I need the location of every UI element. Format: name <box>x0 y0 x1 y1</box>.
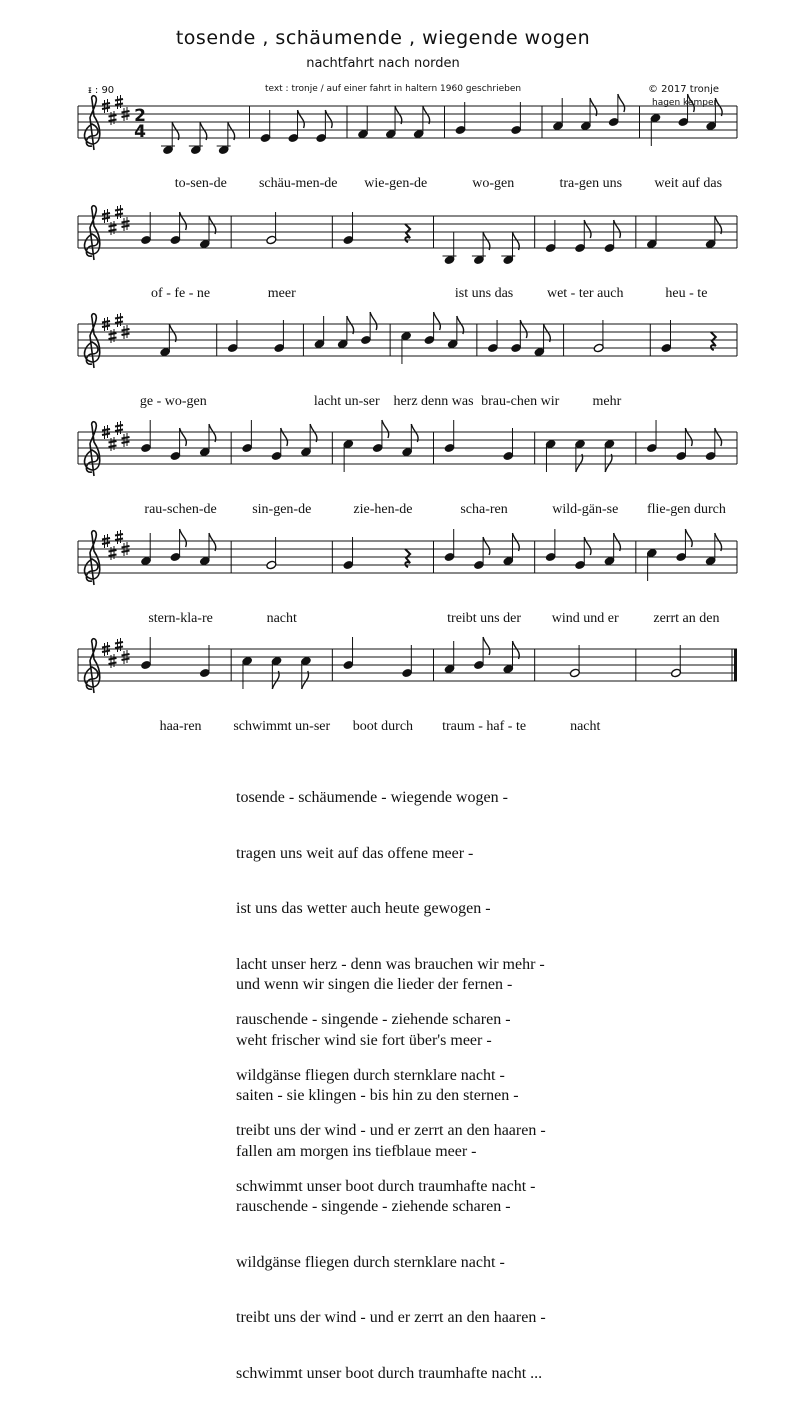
eighth-flag <box>310 424 317 442</box>
sharp-sign <box>115 530 123 544</box>
sharp-stroke <box>122 551 130 553</box>
verse-line: wildgänse fliegen durch sternklare nacht - <box>236 1253 505 1271</box>
sharp-stroke <box>102 543 110 545</box>
eighth-flag <box>347 316 354 334</box>
lyric-syllables: mehr <box>592 394 622 409</box>
sharp-stroke <box>102 213 110 215</box>
sharp-stroke <box>115 642 123 644</box>
sharp-stroke <box>115 99 123 101</box>
eighth-flag <box>715 533 722 551</box>
sharp-sign <box>109 221 117 235</box>
eighth-flag <box>520 320 527 338</box>
lyric-syllables: traum - haf - te <box>442 719 527 734</box>
arranger-name: hagen kemper <box>652 98 718 108</box>
sharp-stroke <box>115 104 123 106</box>
verse-line: schwimmt unser boot durch traumhafte nacht - <box>236 1177 536 1195</box>
eighth-flag <box>281 428 288 446</box>
measure <box>140 529 215 566</box>
sharp-stroke <box>109 441 117 443</box>
measure <box>671 645 682 678</box>
lyric-syllables: heu - te <box>665 286 708 301</box>
sharp-stroke <box>122 546 130 548</box>
sharp-stroke <box>102 103 110 105</box>
eighth-flag <box>200 122 207 140</box>
eighth-flag <box>590 98 597 116</box>
eighth-flag <box>512 533 519 551</box>
eighth-flag <box>382 420 389 438</box>
sharp-stroke <box>115 647 123 649</box>
treble-clef <box>85 314 100 368</box>
eighth-flag <box>180 529 187 547</box>
sharp-sign <box>115 421 123 435</box>
measure <box>552 94 624 131</box>
lyric-syllables: stern-kla-re <box>148 611 213 626</box>
lyric-syllables: nacht <box>266 611 297 626</box>
sharp-stroke <box>122 111 130 113</box>
music-system <box>78 94 737 191</box>
measure <box>266 212 277 245</box>
sharp-stroke <box>122 334 130 336</box>
copyright-notice: © 2017 tronje <box>648 84 720 95</box>
sharp-stroke <box>102 646 110 648</box>
verse-line: fallen am morgen ins tiefblaue meer - <box>236 1142 477 1160</box>
verse-line: lacht unser herz - denn was brauchen wir mehr - <box>236 955 545 973</box>
measure <box>266 537 277 570</box>
lyric-syllables: brau-chen wir <box>481 394 560 409</box>
sharp-stroke <box>102 326 110 328</box>
eighth-flag <box>512 641 519 659</box>
lyric-syllables: schäu-men-de <box>258 176 338 191</box>
song-subtitle: nachtfahrt nach norden <box>306 56 460 71</box>
eighth-flag <box>618 94 625 112</box>
sharp-stroke <box>122 116 130 118</box>
treble-clef <box>85 96 100 150</box>
measure <box>487 320 550 357</box>
eighth-flag <box>483 537 490 555</box>
tempo-marking: ᵻ : 90 <box>88 85 115 96</box>
sharp-stroke <box>109 115 117 117</box>
verse-line: tosende - schäumende - wiegende wogen - <box>236 789 508 806</box>
eighth-flag <box>169 324 176 342</box>
quarter-rest <box>711 332 716 350</box>
sharp-stroke <box>115 214 123 216</box>
lyric-syllables: of - fe - ne <box>151 286 211 301</box>
lyric-syllables: weit auf das <box>654 176 723 191</box>
eighth-flag <box>483 637 490 655</box>
sharp-stroke <box>102 429 110 431</box>
sharp-stroke <box>122 437 130 439</box>
sharp-stroke <box>109 555 117 557</box>
quarter-rest <box>405 549 410 567</box>
sharp-stroke <box>102 538 110 540</box>
eighth-flag <box>370 312 377 330</box>
lyric-syllables: flie-gen durch <box>646 502 726 517</box>
lyric-syllables: wie-gen-de <box>364 176 428 191</box>
eighth-flag <box>395 106 402 124</box>
verse-line: saiten - sie klingen - bis hin zu den sternen - <box>236 1087 519 1104</box>
verse-line: tragen uns weit auf das offene meer - <box>236 844 474 862</box>
lyric-syllables: sin-gen-de <box>252 502 312 517</box>
sharp-stroke <box>115 209 123 211</box>
text-credit: text : tronje / auf einer fahrt in haltern 1960 geschrieben <box>264 84 522 94</box>
eighth-flag <box>172 122 179 140</box>
sharp-stroke <box>115 430 123 432</box>
verse-line: weht frischer wind sie fort über's meer - <box>236 1031 492 1049</box>
treble-clef <box>85 422 100 476</box>
time-signature-bottom: 4 <box>134 122 146 142</box>
music-systems <box>78 94 737 734</box>
lyric-syllables: nacht <box>570 719 601 734</box>
treble-clef <box>85 639 100 693</box>
lyric-syllables: rau-schen-de <box>144 502 217 517</box>
sharp-sign <box>109 654 117 668</box>
eighth-flag <box>715 216 722 234</box>
lyric-syllables: schwimmt un-ser <box>233 719 331 734</box>
eighth-flag <box>180 428 187 446</box>
sharp-sign <box>115 95 123 109</box>
lyric-syllables: haa-ren <box>159 719 202 734</box>
verse-line: und wenn wir singen die lieder der fernen - <box>236 976 513 993</box>
eighth-flag <box>614 220 621 238</box>
eighth-flag <box>325 110 332 128</box>
sharp-stroke <box>109 333 117 335</box>
lyric-syllables: wild-gän-se <box>552 502 619 517</box>
sharp-stroke <box>122 659 130 661</box>
eighth-flag <box>576 454 583 472</box>
eighth-flag <box>584 220 591 238</box>
eighth-flag <box>298 110 305 128</box>
sharp-stroke <box>122 442 130 444</box>
measure <box>140 212 215 249</box>
verse-line: ist uns das wetter auch heute gewogen - <box>236 900 491 917</box>
sharp-stroke <box>109 658 117 660</box>
sharp-stroke <box>109 225 117 227</box>
sharp-stroke <box>115 539 123 541</box>
verse-line: treibt uns der wind - und er zerrt an den haaren - <box>236 1122 546 1139</box>
eighth-flag <box>180 212 187 230</box>
sharp-stroke <box>102 321 110 323</box>
eighth-flag <box>483 232 490 250</box>
lyric-syllables: to-sen-de <box>174 176 227 191</box>
lyric-syllables: ge - wo-gen <box>139 394 207 409</box>
sharp-stroke <box>115 317 123 319</box>
eighth-flag <box>605 454 612 472</box>
sharp-sign <box>115 205 123 219</box>
sharp-stroke <box>109 663 117 665</box>
music-system <box>78 205 737 301</box>
sharp-stroke <box>102 434 110 436</box>
lyric-syllables: wo-gen <box>472 176 515 191</box>
lyric-syllables: zerrt an den <box>653 611 720 626</box>
measure <box>569 645 580 678</box>
lyric-syllables: herz denn was <box>393 394 474 409</box>
eighth-flag <box>614 533 621 551</box>
sharp-sign <box>109 329 117 343</box>
measure <box>314 312 377 349</box>
sharp-sign <box>109 546 117 560</box>
eighth-flag <box>685 428 692 446</box>
lyric-syllables: meer <box>267 286 296 301</box>
eighth-flag <box>228 122 235 140</box>
lyric-syllables: zie-hen-de <box>353 502 413 517</box>
sharp-stroke <box>109 550 117 552</box>
music-system <box>78 529 737 626</box>
eighth-flag <box>209 533 216 551</box>
sharp-sign <box>109 437 117 451</box>
sharp-stroke <box>102 651 110 653</box>
sharp-stroke <box>122 221 130 223</box>
eighth-flag <box>715 428 722 446</box>
eighth-flag <box>209 216 216 234</box>
song-title: tosende , schäumende , wiegende wogen <box>175 27 591 49</box>
verse-2 <box>236 939 546 1402</box>
sharp-stroke <box>115 534 123 536</box>
music-system <box>78 312 737 409</box>
eighth-flag <box>302 671 309 689</box>
sharp-stroke <box>115 425 123 427</box>
lyric-syllables: ist uns das <box>454 286 514 301</box>
sharp-sign <box>115 313 123 327</box>
sharp-stroke <box>122 654 130 656</box>
sharp-stroke <box>109 120 117 122</box>
verse-line: rauschende - singende - ziehende scharen - <box>236 1011 511 1028</box>
sharp-stroke <box>102 108 110 110</box>
verse-line: wildgänse fliegen durch sternklare nacht - <box>236 1066 505 1084</box>
treble-clef <box>85 206 100 260</box>
lyric-syllables: scha-ren <box>460 502 508 517</box>
eighth-flag <box>411 424 418 442</box>
eighth-flag <box>512 232 519 250</box>
eighth-flag <box>434 312 441 330</box>
measure <box>593 320 604 353</box>
sharp-sign <box>109 111 117 125</box>
eighth-flag <box>272 671 279 689</box>
measure <box>444 637 519 674</box>
sharp-sign <box>115 638 123 652</box>
eighth-flag <box>457 316 464 334</box>
sharp-stroke <box>102 218 110 220</box>
sharp-stroke <box>122 329 130 331</box>
music-system <box>78 637 737 734</box>
sharp-stroke <box>109 338 117 340</box>
eighth-flag <box>544 324 551 342</box>
sharp-stroke <box>109 230 117 232</box>
eighth-flag <box>423 106 430 124</box>
eighth-flag <box>685 529 692 547</box>
lyric-syllables: wet - ter auch <box>546 286 624 301</box>
verse-line: rauschende - singende - ziehende scharen - <box>236 1198 511 1215</box>
music-system <box>78 420 737 517</box>
treble-clef <box>85 531 100 585</box>
verse-line: schwimmt unser boot durch traumhafte nacht ... <box>236 1364 543 1382</box>
sharp-stroke <box>109 446 117 448</box>
time-signature-top: 2 <box>134 106 146 126</box>
sharp-stroke <box>115 322 123 324</box>
eighth-flag <box>584 537 591 555</box>
quarter-rest <box>405 224 410 242</box>
lyric-syllables: wind und er <box>551 611 619 626</box>
lyric-syllables: treibt uns der <box>447 611 522 626</box>
lyric-syllables: lacht un-ser <box>313 394 380 409</box>
verse-line: treibt uns der wind - und er zerrt an den haaren - <box>236 1309 546 1326</box>
eighth-flag <box>209 424 216 442</box>
lyric-syllables: tra-gen uns <box>559 176 623 191</box>
sharp-stroke <box>122 226 130 228</box>
lyric-syllables: boot durch <box>352 719 414 734</box>
